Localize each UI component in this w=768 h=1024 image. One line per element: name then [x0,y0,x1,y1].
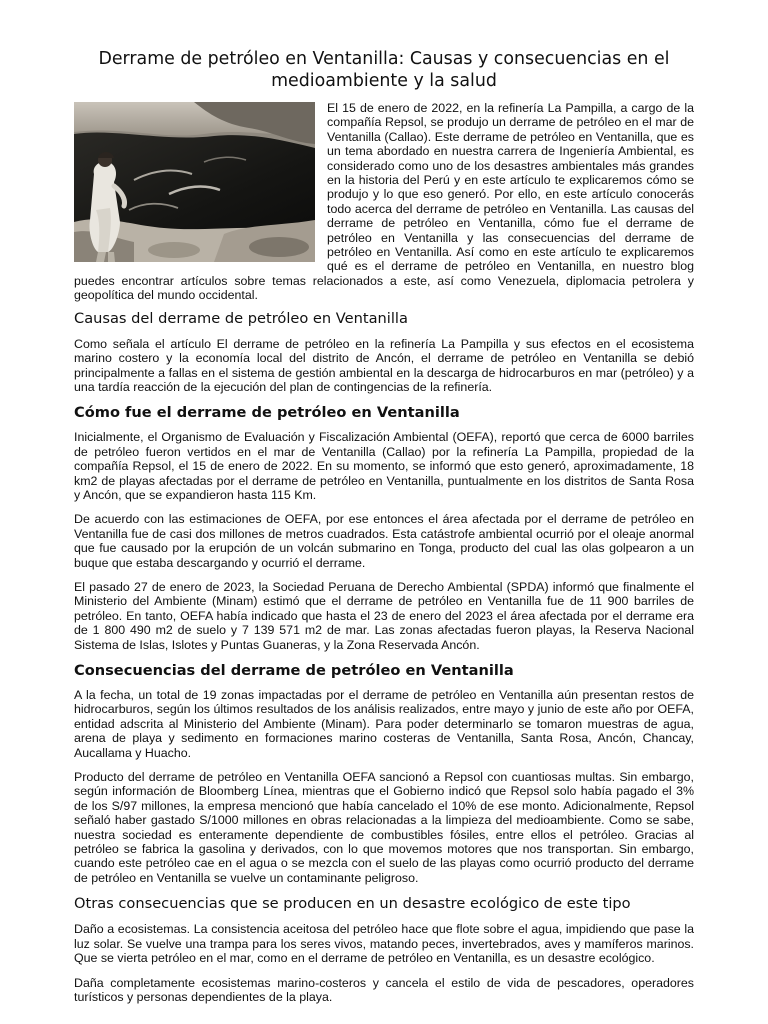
paragraph: A la fecha, un total de 19 zonas impactadas por el derrame de petróleo en Ventanilla aún presentan restos de hidrocarburos, según los últimos resultados de los análisis realizados, entre mayo y junio de este año por OEFA, entidad adscrita al Ministerio del Ambiente (Minam). Para poder determinarlo se tomaron muestras de agua, arena de playa y sedimento en formaciones marino costeras de Ventanilla, Santa Rosa, Ancón, Chancay, Aucallama y Huacho. [74,688,694,760]
section-heading-otras-consecuencias: Otras consecuencias que se producen en un desastre ecológico de este tipo [74,895,631,913]
paragraph: Inicialmente, el Organismo de Evaluación y Fiscalización Ambiental (OEFA), reportó que cerca de 6000 barriles de petróleo fueron vertidos en el mar de Ventanilla (Callao) por la refinería La Pampilla, propiedad de la compañía Repsol, el 15 de enero de 2022. En su momento, se informó que esto generó, aproximadamente, 18 km2 de playas afectadas por el derrame de petróleo en Ventanilla, puntualmente en los distritos de Santa Rosa y Ancón, que se expandieron hasta 115 Km. [74,430,694,502]
intro-paragraph: El 15 de enero de 2022, en la refinería La Pampilla, a cargo de la compañía Repsol, se produjo un derrame de petróleo en el mar de Ventanilla (Callao). Este derrame de petróleo en Ventanilla, que es un tema abordado en nuestra carrera de Ingeniería Ambiental, es considerado como uno de los desastres ambientales más grandes en la historia del Perú y en este artículo te explicaremos cómo se produjo y lo que eso generó. Por ello, en este artículo conocerás todo acerca del derrame de petróleo en Ventanilla. Las causas del derrame de petróleo en Ventanilla, cómo fue el derrame de petróleo en Ventanilla y las consecuencias del derrame de petróleo en Ventanilla. Así como en este artículo te explicaremos qué es el derrame de petróleo en Ventanilla, en nuestro blog puedes encontrar artículos sobre temas relacionados a este, así como Venezuela, diplomacia petrolera y geopolítica del mundo occidental. [74,101,694,303]
paragraph: De acuerdo con las estimaciones de OEFA, por ese entonces el área afectada por el derrame de petróleo en Ventanilla fue de casi dos millones de metros cuadrados. Esta catástrofe ambiental ocurrió por el oleaje anormal que fue causado por la erupción de un volcán submarino en Tonga, producto del cual las olas golpearon a un buque que estaba descargando y ocurrió el derrame. [74,512,694,570]
paragraph: El pasado 27 de enero de 2023, la Sociedad Peruana de Derecho Ambiental (SPDA) informó que finalmente el Ministerio del Ambiente (Minam) estimó que el derrame de petróleo en Ventanilla fue de 11 900 barriles de petróleo. En tanto, OEFA había indicado que hasta el 23 de enero del 2023 el área afectada por el derrame era de 1 800 490 m2 de suelo y 7 139 571 m2 de mar. Las zonas afectadas fueron playas, la Reserva Nacional Sistema de Islas, Islotes y Puntas Guaneras, y la Zona Reservada Ancón. [74,579,694,652]
oil-spill-photo [74,102,315,262]
paragraph: Daño a ecosistemas. La consistencia aceitosa del petróleo hace que flote sobre el agua, impidiendo que pase la luz solar. Se vuelve una trampa para los seres vivos, matando peces, invertebrados, aves y mamíferos marinos. Que se vierta petróleo en el mar, como en el derrame de petróleo en Ventanilla, es un desastre ecológico. [74,922,694,966]
paragraph: Como señala el artículo El derrame de petróleo en la refinería La Pampilla y sus efectos en el ecosistema marino costero y la economía local del distrito de Ancón, el derrame de petróleo en Ventanilla se debió principalmente a fallas en el sistema de gestión ambiental en la descarga de hidrocarburos en mar (petróleo) y a una tardía reacción de la ejecución del plan de contingencias de la refinería. [74,336,694,394]
section-heading-causas: Causas del derrame de petróleo en Ventanilla [74,309,408,327]
section-heading-consecuencias: Consecuencias del derrame de petróleo en Ventanilla [74,662,514,679]
paragraph: Producto del derrame de petróleo en Ventanilla OEFA sancionó a Repsol con cuantiosas multas. Sin embargo, según información de Bloomberg Línea, mientras que el Gobierno indicó que Repsol solo había pagado el 3% de los S/97 millones, la empresa mencionó que había cancelado el 10% de ese monto. Adicionalmente, Repsol señaló haber gastado S/1000 millones en obras relacionadas a la limpieza del medioambiente. Como se sabe, nuestra sociedad es enteramente dependiente de combustibles fósiles, entre ellos el petróleo. Gracias al petróleo se fabrica la gasolina y derivados, con lo que movemos motores que nos transportan. Sin embargo, cuando este petróleo cae en el agua o se mezcla con el suelo de las playas como ocurrió producto del derrame de petróleo en Ventanilla se vuelve un contaminante peligroso. [74,770,694,885]
page-title: Derrame de petróleo en Ventanilla: Causas y consecuencias en el medioambiente y la salud [98,49,670,91]
paragraph: Daña completamente ecosistemas marino-costeros y cancela el estilo de vida de pescadores, operadores turísticos y personas dependientes de la playa. [74,975,694,1004]
section-heading-como-fue: Cómo fue el derrame de petróleo en Ventanilla [74,404,460,422]
document-page [74,48,694,1014]
